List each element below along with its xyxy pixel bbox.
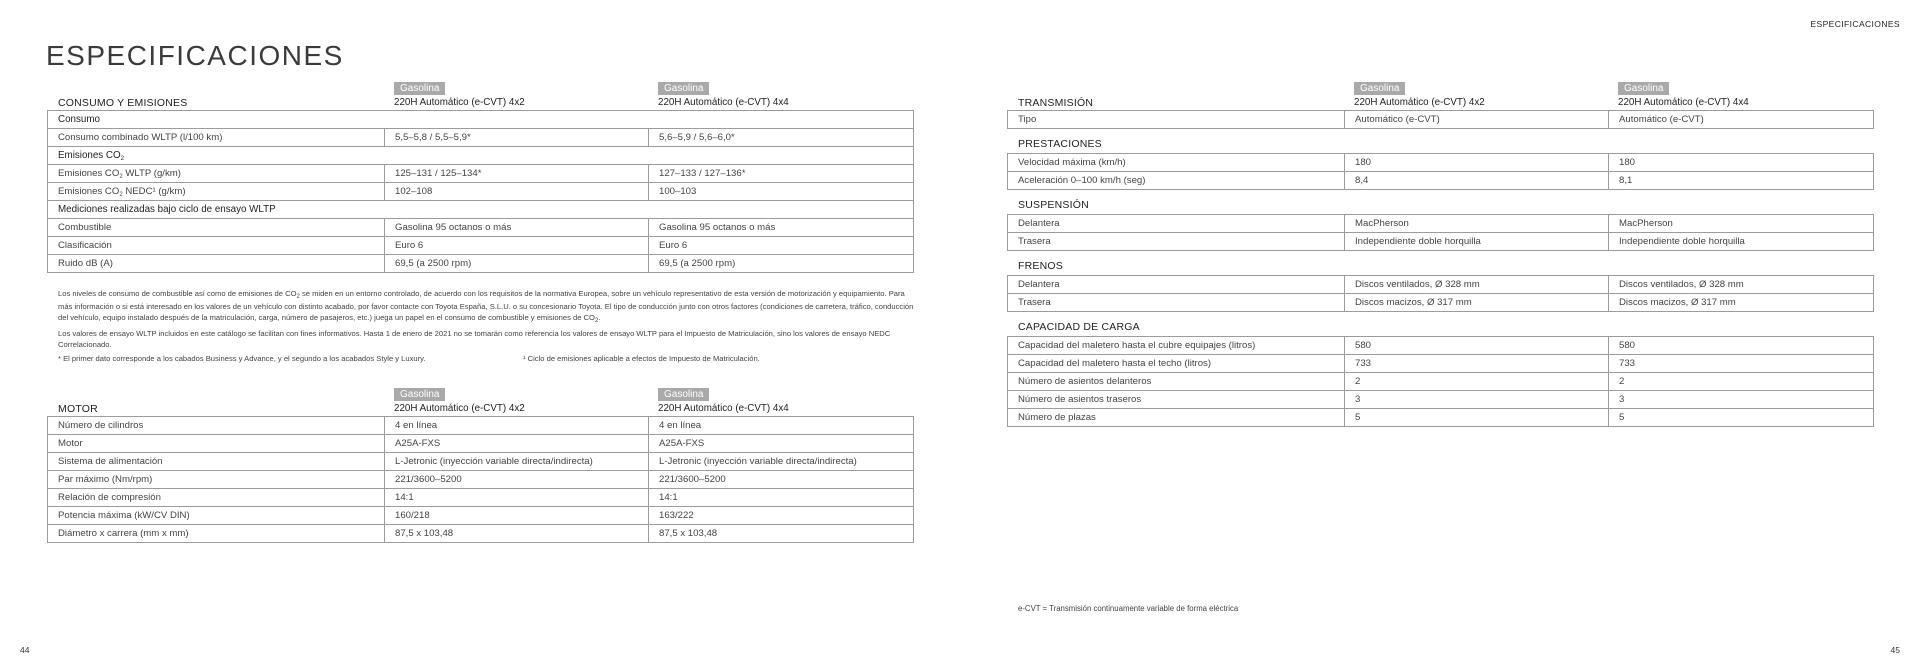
row-value: 160/218	[385, 507, 649, 525]
row-label: Combustible	[48, 219, 385, 237]
row-value: 733	[1609, 355, 1874, 373]
row-label: Trasera	[1008, 233, 1345, 251]
model-header: 220H Automático (e-CVT) 4x2	[1354, 97, 1485, 108]
row-label: Relación de compresión	[48, 489, 385, 507]
table-row	[1008, 233, 1874, 251]
row-value: MacPherson	[1345, 215, 1609, 233]
row-value: Euro 6	[649, 237, 914, 255]
table-row	[1008, 111, 1874, 129]
row-label: Delantera	[1008, 276, 1345, 294]
row-label: Par máximo (Nm/rpm)	[48, 471, 385, 489]
row-label: Consumo combinado WLTP (l/100 km)	[48, 129, 385, 147]
row-value: 69,5 (a 2500 rpm)	[649, 255, 914, 273]
row-label: Emisiones $CO_2$ NEDC¹ (g/km)	[48, 183, 385, 201]
row-value: 180	[1345, 154, 1609, 172]
fuel-badge: Gasolina	[394, 388, 445, 401]
row-value: Discos macizos, Ø 317 mm	[1345, 294, 1609, 312]
footnote: * El primer dato corresponde a los cabados Business y Advance, y el segundo a los acabados Style y Luxury.	[58, 354, 426, 363]
section-title: SUSPENSIÓN	[1018, 199, 1089, 211]
running-header: ESPECIFICACIONES	[1810, 19, 1900, 29]
row-label: Trasera	[1008, 294, 1345, 312]
row-label: Número de asientos delanteros	[1008, 373, 1345, 391]
fuel-badge: Gasolina	[1618, 82, 1669, 95]
table-row	[1008, 276, 1874, 294]
row-value: MacPherson	[1609, 215, 1874, 233]
row-value: 100–103	[649, 183, 914, 201]
row-value: 8,1	[1609, 172, 1874, 190]
row-label: Velocidad máxima (km/h)	[1008, 154, 1345, 172]
row-value: L-Jetronic (inyección variable directa/indirecta)	[385, 453, 649, 471]
section-title: MOTOR	[58, 403, 98, 415]
model-header: 220H Automático (e-CVT) 4x2	[394, 403, 525, 414]
row-value: 221/3600–5200	[385, 471, 649, 489]
row-label: Tipo	[1008, 111, 1345, 129]
table-row	[48, 201, 914, 219]
row-label: Número de asientos traseros	[1008, 391, 1345, 409]
row-value: 580	[1345, 337, 1609, 355]
row-value: 4 en línea	[385, 417, 649, 435]
row-value: Discos ventilados, Ø 328 mm	[1609, 276, 1874, 294]
page-number: 45	[1890, 645, 1900, 655]
row-value: 125–131 / 125–134*	[385, 165, 649, 183]
row-label: Número de cilindros	[48, 417, 385, 435]
table-row	[48, 471, 914, 489]
table-row	[1008, 391, 1874, 409]
transmision-block	[1007, 78, 1873, 427]
model-header: 220H Automático (e-CVT) 4x2	[394, 97, 525, 108]
table-row	[1008, 215, 1874, 233]
table-row	[48, 237, 914, 255]
row-value: Automático (e-CVT)	[1345, 111, 1609, 129]
row-label: Capacidad del maletero hasta el techo (litros)	[1008, 355, 1345, 373]
table-row	[48, 453, 914, 471]
row-label: Aceleración 0–100 km/h (seg)	[1008, 172, 1345, 190]
note-paragraph: Los niveles de consumo de combustible así como de emisiones de $CO_2$ se miden en un entorno controlado, de acuerdo con los requisitos de la normativa Europea, sobre un vehículo representativo de esta versión de motorización y equipamiento. Para más información o si está interesado en los valores de un vehículo con distinto acabado, por favor contacte con Toyota España, S.L.U. o su concesionario Toyota. El tipo de conducción junto con otros factores (condiciones de carretera, tráfico, conducción del vehículo, equipo instalado después de la matriculación, carga, número de pasajeros, etc.) juega un papel en el consumo de combustible y emisiones de $CO_2$.	[58, 289, 914, 324]
motor-table	[47, 416, 914, 543]
table-row	[48, 525, 914, 543]
consumption-notes	[58, 288, 918, 364]
row-value: 5,6–5,9 / 5,6–6,0*	[649, 129, 914, 147]
group-label: Mediciones realizadas bajo ciclo de ensayo WLTP	[48, 201, 914, 219]
frenos-table	[1007, 275, 1874, 312]
row-value: 14:1	[649, 489, 914, 507]
section-title: CONSUMO Y EMISIONES	[58, 97, 188, 109]
table-row	[48, 417, 914, 435]
table-row	[48, 507, 914, 525]
prestaciones-table	[1007, 153, 1874, 190]
row-value: 127–133 / 127–136*	[649, 165, 914, 183]
fuel-badge: Gasolina	[1354, 82, 1405, 95]
row-value: Gasolina 95 octanos o más	[649, 219, 914, 237]
fuel-badge: Gasolina	[394, 82, 445, 95]
table-row	[1008, 294, 1874, 312]
row-label: Motor	[48, 435, 385, 453]
row-value: Discos macizos, Ø 317 mm	[1609, 294, 1874, 312]
ecvt-footnote: e-CVT = Transmisión continuamente variable de forma eléctrica	[1018, 604, 1239, 613]
row-value: A25A-FXS	[649, 435, 914, 453]
page-number: 44	[20, 645, 30, 655]
table-row	[48, 435, 914, 453]
row-value: 2	[1609, 373, 1874, 391]
row-value: 87,5 x 103,48	[649, 525, 914, 543]
page-title: ESPECIFICACIONES	[46, 40, 344, 71]
table-row	[1008, 154, 1874, 172]
row-value: 5	[1345, 409, 1609, 427]
section-title: PRESTACIONES	[1018, 138, 1102, 150]
footnote: ¹ Ciclo de emisiones aplicable a efectos de Impuesto de Matriculación.	[523, 354, 760, 363]
transmision-table	[1007, 110, 1874, 129]
consumo-table	[47, 110, 914, 273]
row-label: Sistema de alimentación	[48, 453, 385, 471]
row-value: L-Jetronic (inyección variable directa/indirecta)	[649, 453, 914, 471]
table-row	[1008, 355, 1874, 373]
row-value: 163/222	[649, 507, 914, 525]
table-row	[48, 111, 914, 129]
table-row	[48, 255, 914, 273]
row-value: Gasolina 95 octanos o más	[385, 219, 649, 237]
row-value: 4 en línea	[649, 417, 914, 435]
row-value: Euro 6	[385, 237, 649, 255]
carga-table	[1007, 336, 1874, 427]
row-label: Diámetro x carrera (mm x mm)	[48, 525, 385, 543]
row-value: 8,4	[1345, 172, 1609, 190]
section-title: TRANSMISIÓN	[1018, 97, 1094, 109]
row-value: Discos ventilados, Ø 328 mm	[1345, 276, 1609, 294]
consumo-block	[47, 78, 913, 273]
model-header: 220H Automático (e-CVT) 4x4	[658, 403, 789, 414]
row-value: 14:1	[385, 489, 649, 507]
row-value: 69,5 (a 2500 rpm)	[385, 255, 649, 273]
group-label: Consumo	[48, 111, 914, 129]
section-title: CAPACIDAD DE CARGA	[1018, 321, 1140, 333]
suspension-table	[1007, 214, 1874, 251]
row-value: 102–108	[385, 183, 649, 201]
row-label: Delantera	[1008, 215, 1345, 233]
row-value: 5,5–5,8 / 5,5–5,9*	[385, 129, 649, 147]
row-value: 2	[1345, 373, 1609, 391]
row-value: 580	[1609, 337, 1874, 355]
row-label: Ruido dB (A)	[48, 255, 385, 273]
row-label: Capacidad del maletero hasta el cubre equipajes (litros)	[1008, 337, 1345, 355]
row-value: 180	[1609, 154, 1874, 172]
row-value: Independiente doble horquilla	[1345, 233, 1609, 251]
table-row	[48, 165, 914, 183]
table-row	[48, 129, 914, 147]
row-value: A25A-FXS	[385, 435, 649, 453]
fuel-badge: Gasolina	[658, 388, 709, 401]
model-header: 220H Automático (e-CVT) 4x4	[658, 97, 789, 108]
row-label: Potencia máxima (kW/CV DIN)	[48, 507, 385, 525]
row-value: 87,5 x 103,48	[385, 525, 649, 543]
motor-block	[47, 384, 913, 543]
table-row	[48, 219, 914, 237]
table-row	[1008, 373, 1874, 391]
row-value: Independiente doble horquilla	[1609, 233, 1874, 251]
row-value: 5	[1609, 409, 1874, 427]
row-label: Número de plazas	[1008, 409, 1345, 427]
group-label: Emisiones $CO_2$	[48, 147, 914, 165]
table-row	[1008, 337, 1874, 355]
row-value: Automático (e-CVT)	[1609, 111, 1874, 129]
row-label: Emisiones $CO_2$ WLTP (g/km)	[48, 165, 385, 183]
table-row	[1008, 172, 1874, 190]
model-header: 220H Automático (e-CVT) 4x4	[1618, 97, 1749, 108]
row-value: 221/3600–5200	[649, 471, 914, 489]
table-row	[48, 183, 914, 201]
table-row	[1008, 409, 1874, 427]
fuel-badge: Gasolina	[658, 82, 709, 95]
section-title: FRENOS	[1018, 260, 1063, 272]
row-label: Clasificación	[48, 237, 385, 255]
row-value: 733	[1345, 355, 1609, 373]
row-value: 3	[1345, 391, 1609, 409]
table-row	[48, 147, 914, 165]
table-row	[48, 489, 914, 507]
note-paragraph: Los valores de ensayo WLTP incluidos en este catálogo se facilitan con fines informativos. Hasta 1 de enero de 2021 no se tomarán como referencia los valores de ensayo WLTP para el Impuesto de Matriculación, sino los valores de ensayo NEDC Correlacionado.	[58, 329, 891, 349]
row-value: 3	[1609, 391, 1874, 409]
